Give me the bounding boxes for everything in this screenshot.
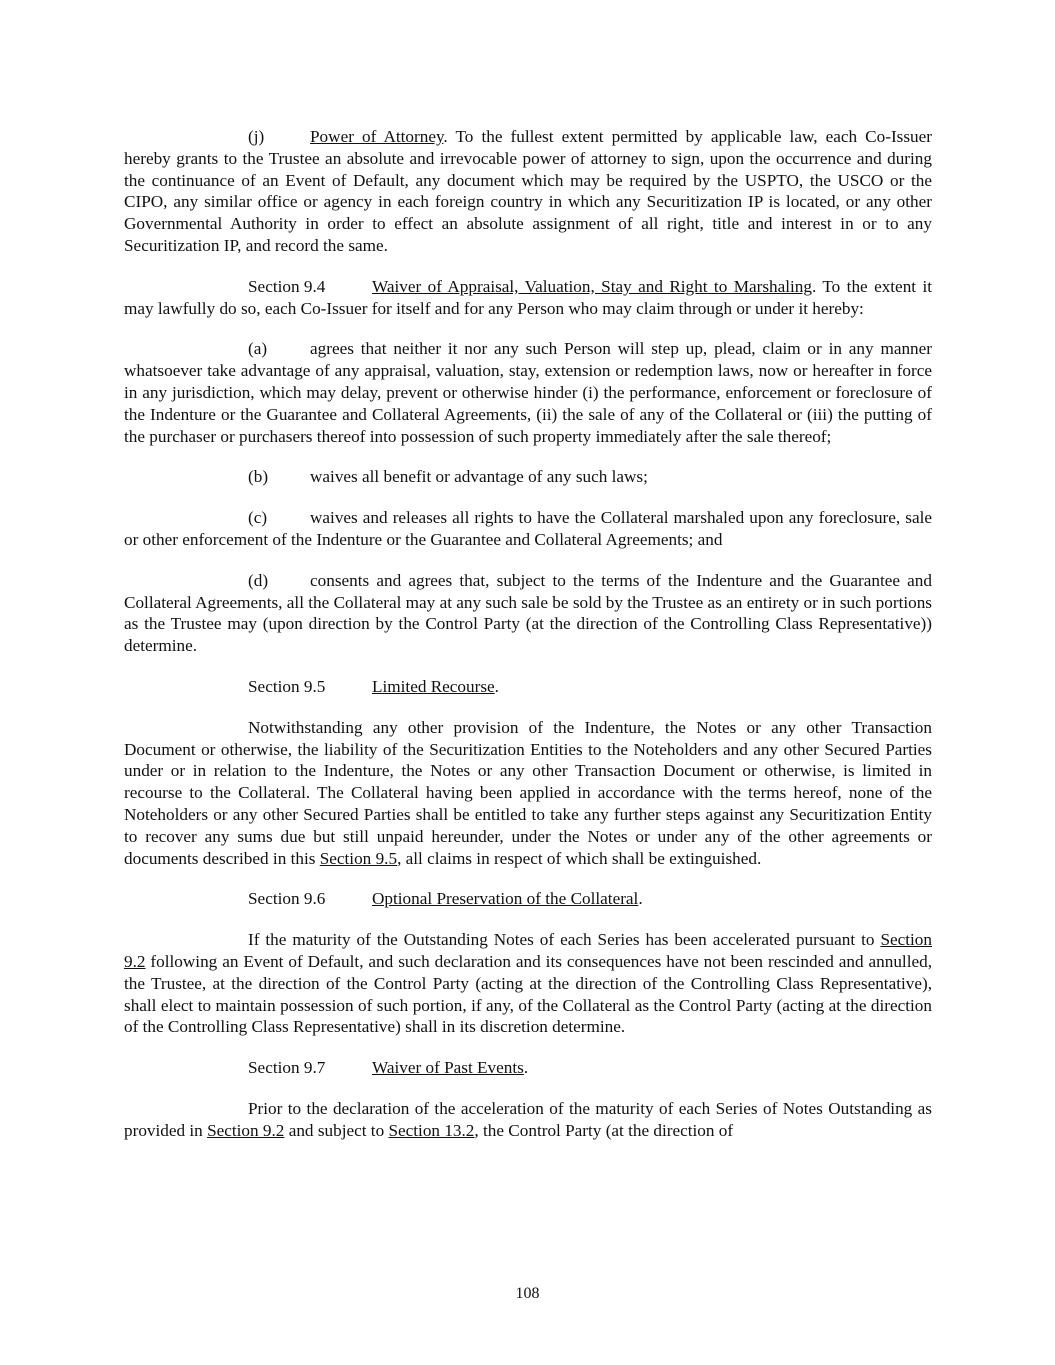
section-number-9-7: Section 9.7 [248, 1058, 326, 1078]
section-heading-9-5 [248, 676, 932, 698]
section-title-9-7: Waiver of Past Events [372, 1058, 524, 1078]
paragraph-clause-b [124, 466, 932, 488]
clause-label-b: (b) [248, 467, 269, 487]
section-9-5-body-end: , all claims in respect of which shall be extinguished. [397, 848, 762, 868]
cross-reference-section-9-2[interactable]: Section 9.2 [207, 1120, 285, 1140]
section-number-9-5: Section 9.5 [248, 676, 326, 696]
clause-title-power-of-attorney: Power of Attorney [310, 127, 444, 146]
section-title-period: . [638, 889, 643, 909]
clause-label-a: (a) [248, 339, 268, 359]
section-9-7-body-text: Prior to the declaration of the acceleration of the maturity of each Series of Notes Outstanding as provided in [124, 1098, 932, 1140]
section-heading-9-6 [248, 888, 932, 910]
cross-reference-section-9-2[interactable]: Section 9.2 [124, 930, 932, 971]
paragraph-clause-a [124, 338, 932, 447]
section-9-7-body-mid: and subject to [284, 1120, 389, 1140]
clause-text-j: . To the fullest extent permitted by applicable law, each Co-Issuer hereby grants to the Trustee an absolute and irrevocable power of attorney to sign, upon the occurrence and during the continuance of an Event of Default, any document which may be required by the USPTO, the USCO or the CIPO, any similar office or agency in each foreign country in which any Securitization IP is located, or any other Governmental Authority in order to effect an absolute assignment of all right, title and interest in or to any Securitization IP, and record the same. [124, 127, 932, 255]
section-heading-9-7 [248, 1057, 932, 1079]
clause-text-d: consents and agrees that, subject to the terms of the Indenture and the Guarantee and Collateral Agreements, all the Collateral may at any such sale be sold by the Trustee as an entirety or in such portions as the Trustee may (upon direction by the Control Party (at the direction of the Controlling Class Representative)) determine. [124, 570, 932, 656]
paragraph-clause-c [124, 507, 932, 551]
paragraph-j-power-of-attorney [124, 126, 932, 257]
section-9-6-body-text: If the maturity of the Outstanding Notes of each Series has been accelerated pursuant to [248, 930, 881, 950]
section-title-9-6: Optional Preservation of the Collateral [372, 889, 639, 909]
page-number: 108 [515, 1285, 540, 1302]
clause-label-c: (c) [248, 508, 268, 528]
section-9-6-body-end: following an Event of Default, and such declaration and its consequences have not been rescinded and annulled, the Trustee, at the direction of the Control Party (acting at the direction of the Controlling Class Representative), shall elect to maintain possession of such portion, if any, of the Collateral as the Control Party (acting at the direction of the Controlling Class Representative) shall in its discretion determine. [124, 951, 932, 1037]
clause-text-c: waives and releases all rights to have the Collateral marshaled upon any foreclosure, sale or other enforcement of the Indenture or the Guarantee and Collateral Agreements; and [124, 508, 932, 549]
section-title-9-4: Waiver of Appraisal, Valuation, Stay and Right to Marshaling [372, 276, 812, 296]
clause-label-d: (d) [248, 570, 269, 590]
paragraph-clause-d [124, 570, 932, 657]
paragraph-section-9-6-body [124, 929, 932, 1038]
document-page [124, 126, 932, 1160]
section-title-9-5: Limited Recourse [372, 676, 495, 696]
paragraph-section-9-7-body [124, 1098, 932, 1142]
section-number-9-6: Section 9.6 [248, 889, 326, 909]
section-9-5-body-text: Notwithstanding any other provision of the Indenture, the Notes or any other Transaction Document or otherwise, the liability of the Securitization Entities to the Noteholders and any other Secured Parties under or in relation to the Indenture, the Notes or any other Transaction Document or otherwise, is limited in recourse to the Collateral. The Collateral having been applied in accordance with the terms hereof, none of the Noteholders or any other Secured Parties shall be entitled to take any further steps against any Securitization Entity to recover any sums due but still unpaid hereunder, under the Notes or under any of the other agreements or documents described in this [124, 717, 932, 868]
clause-label-j: (j) [248, 127, 265, 146]
paragraph-section-9-5-body [124, 717, 932, 870]
section-title-period: . [523, 1058, 529, 1078]
cross-reference-section-9-5[interactable]: Section 9.5 [319, 848, 398, 868]
clause-text-b: waives all benefit or advantage of any such laws; [310, 467, 648, 487]
section-text-9-4: . To the extent it may lawfully do so, each Co-Issuer for itself and for any Person who may claim through or under it hereby: [124, 276, 933, 318]
section-number-9-4: Section 9.4 [248, 276, 326, 296]
clause-text-a: agrees that neither it nor any such Person will step up, plead, claim or in any manner whatsoever take advantage of any appraisal, valuation, stay, extension or redemption laws, now or hereafter in force in any jurisdiction, which may delay, prevent or otherwise hinder (i) the performance, enforcement or foreclosure of the Indenture or the Guarantee and Collateral Agreements, (ii) the sale of any of the Collateral or (iii) the putting of the purchaser or purchasers thereof into possession of such property immediately after the sale thereof; [124, 339, 932, 446]
paragraph-section-9-4 [124, 276, 932, 320]
section-title-period: . [494, 676, 499, 696]
cross-reference-section-13-2[interactable]: Section 13.2 [388, 1120, 475, 1140]
section-9-7-body-end: , the Control Party (at the direction of [474, 1120, 734, 1140]
